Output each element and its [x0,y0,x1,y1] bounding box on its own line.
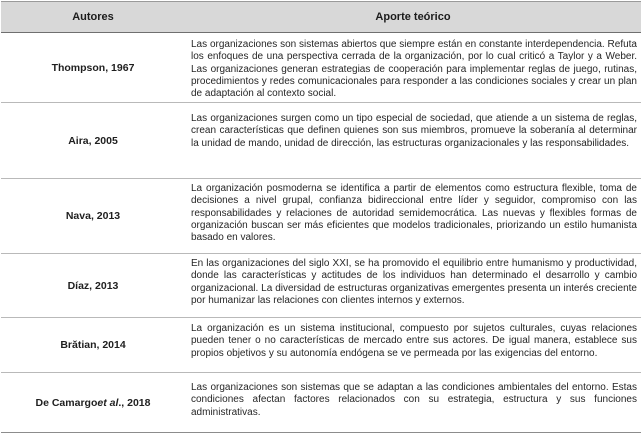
authors-table [1,1,641,433]
table-row [1,33,641,103]
table-row [1,373,641,433]
row-contribution: Las organizaciones surgen como un tipo especial de sociedad, que atiende a un sistema de reglas, crean características que definen quienes son sus miembros, promueve la soberanía al determinar la unidad de mando, unidad de dirección, las estructuras organizacionales y las responsabilidades. [191,113,637,149]
row-author: Aira, 2005 [68,134,118,147]
row-author: Brătian, 2014 [60,339,126,351]
table-row [1,103,641,179]
row-contribution: La organización posmoderna se identifica a partir de elementos como estructura flexible, toma de decisiones a nivel grupal, confianza bidireccional entre líder y seguidor, compromiso con las responsabilidades y relaciones de autoridad semidemocrática. Las nuevas y flexibles formas de organización buscan ser más eficientes que modelos tradicionales, priorizando un estilo humanista basado en valores. [191,183,637,244]
table-header [1,1,641,33]
row-contribution: La organización es un sistema institucional, compuesto por sujetos culturales, cuyas relaciones pueden tener o no características de mercado entre sus actores. De igual manera, establece sus propios objetivos y su autonomía endógena se ve permeada por las exigencias del entorno. [191,323,637,359]
author-et-al: et al [97,396,119,409]
table-row [1,254,641,318]
row-contribution: Las organizaciones son sistemas abiertos que siempre están en constante interdependencia. Refuta los enfoques de una perspectiva cerrada de la organización, por lo cual criticó a Taylor y a Weber. Las organizaciones generan estrategias de cooperación para implementar reglas de juego, rutinas, procedimientos y redes comunicacionales para responder a las condiciones sociales y crear un plan de adaptación al contexto social. [191,39,637,100]
author-year: ., 2018 [118,396,151,409]
row-contribution: En las organizaciones del siglo XXI, se ha promovido el equilibrio entre humanismo y productividad, donde las características y actitudes de los individuos han determinado el desarrollo y cambio organizacional. La diversidad de estructuras organizativas emergentes presenta un interés creciente por humanizar las relaciones con clientes internos y externos. [191,258,637,306]
header-authors: Autores [72,11,114,23]
header-theoretical-contribution: Aporte teórico [375,11,451,23]
table-row [1,318,641,373]
row-author: Díaz, 2013 [67,279,119,292]
author-name: De Camargo [35,396,98,409]
row-author [1,373,185,432]
row-contribution: Las organizaciones son sistemas que se adaptan a las condiciones ambientales del entorno. Estas condiciones afectan factores relacionados con su estrategia, estructura y sus funciones administrativas. [191,382,637,418]
table-row [1,179,641,254]
row-author: Thompson, 1967 [51,61,135,74]
row-author: Nava, 2013 [65,210,121,222]
